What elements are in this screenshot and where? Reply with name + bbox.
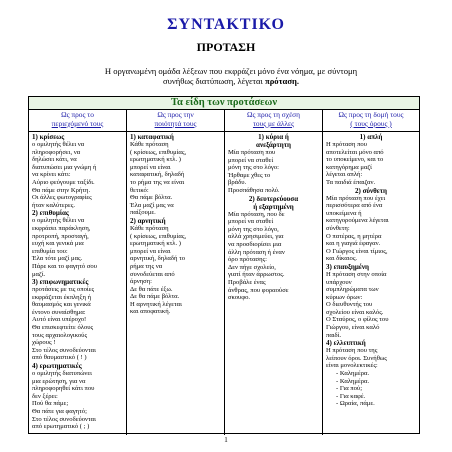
list-item: Κάθε πρόταση xyxy=(130,141,169,148)
list-item: και αποφατική. xyxy=(130,308,171,316)
category-heading: 2) επιθυμίας xyxy=(32,209,69,218)
category-heading: 4) ερωτηματικές xyxy=(32,362,82,371)
category-heading: 3) επιφωνηματικές xyxy=(32,278,89,287)
category-heading: 2) αρνητική xyxy=(130,216,166,225)
column-header-line: περιεχόμενό τους xyxy=(51,118,104,128)
list-item: από θαυμαστικό ( ! ) xyxy=(32,354,87,362)
list-item: λείπουν όροι. Συνήθως xyxy=(326,354,387,362)
list-item: - Για καφέ. xyxy=(336,392,366,400)
list-item: Τα παιδιά έπαιζαν. xyxy=(326,178,376,186)
page-number: 1 xyxy=(224,436,228,444)
list-item: και η γιαγιά έφαγαν. xyxy=(326,240,381,248)
category-heading: 4) ελλειπτική xyxy=(326,339,366,348)
list-item: από ερωτηματικό ( ; ) xyxy=(32,423,90,431)
list-item: Οι άλλες φωτογραφίες xyxy=(32,194,92,202)
list-item: Αυτό είναι υπέροχο! xyxy=(32,316,87,324)
column-header-line: Ως προς τη σχέση xyxy=(246,110,301,119)
list-item: κατηγόρημα μαζί xyxy=(326,163,372,171)
category-heading: 2) σύνθετη xyxy=(355,186,387,195)
column-structure xyxy=(323,132,419,435)
list-item: Στο τέλος συνοδεύονται xyxy=(32,346,96,354)
document-title: ΣΥΝΤΑΚΤΙΚΟ xyxy=(167,16,285,33)
list-item: μπορεί να σταθεί xyxy=(228,218,274,226)
list-item: Ο Γιώργος είναι τίμιος, xyxy=(326,247,388,255)
list-item: ο ομιλητής διατυπώνει xyxy=(32,370,92,378)
list-item: Θα πάμε βόλτα. xyxy=(130,194,173,202)
list-item: υπάρχουν xyxy=(326,278,352,286)
list-item: Μία πρόταση, που δε xyxy=(228,210,285,218)
list-item: - Ωραία, πάμε. xyxy=(336,400,375,408)
list-item: πληροφορήσει, να xyxy=(32,148,81,156)
list-item: Δε θα πάμε βόλτα. xyxy=(130,293,180,301)
column-content xyxy=(29,132,127,435)
list-item: Δεν πήγε σχολείο, xyxy=(228,263,276,271)
list-item: λέγεται απλή: xyxy=(326,171,363,179)
list-item: - Καλημέρα. xyxy=(336,377,370,385)
list-item: Ο Σταύρος, ο φίλος του xyxy=(326,316,389,324)
list-item: καταφατική, δηλαδή xyxy=(130,171,185,179)
list-item: χώρους ! xyxy=(32,339,56,347)
list-item: Η πρόταση που της xyxy=(326,347,378,355)
list-item: Η αρνητική λέγεται xyxy=(130,300,182,308)
list-item: εκφράσει παράκληση, xyxy=(32,224,91,232)
list-item: μόνη της στο λόγο: xyxy=(228,164,279,172)
intro-bold-term: πρόταση. xyxy=(264,76,300,86)
intro-paragraph xyxy=(66,66,396,86)
list-item: Έλα τότε μαζί μας. xyxy=(32,255,83,263)
list-item: ο ομιλητής θέλει να xyxy=(32,141,85,148)
list-item: πληροφορηθεί κάτι που xyxy=(32,385,95,393)
list-item: συνοδεύεται από xyxy=(130,270,175,278)
list-item: Αύριο φεύγουμε ταξίδι. xyxy=(32,178,95,186)
list-item: δεν ξέρει: xyxy=(32,392,58,400)
list-item: να κρίνει κάτι: xyxy=(32,171,71,179)
list-item: Ήρθαμε χθες το xyxy=(228,171,271,179)
list-item: Θα πάμε στην Κρήτη. xyxy=(32,186,91,194)
sentence-types-table xyxy=(28,96,420,434)
list-item: το υποκείμενο, και το xyxy=(326,156,384,164)
list-item: επιθυμία του: xyxy=(32,247,68,255)
list-item: μόνη της στο λόγο, xyxy=(228,225,279,233)
category-heading: 3) επαυξημένη xyxy=(326,262,369,271)
list-item: αποτελείται μόνο από xyxy=(326,148,384,156)
list-item: προτροπή, προσταγή, xyxy=(32,232,89,240)
list-item: ο ομιλητής θέλει να xyxy=(32,217,85,225)
list-item: μπορεί να σταθεί xyxy=(228,156,274,164)
column-header-content xyxy=(29,110,127,131)
list-item: όρο πρότασης: xyxy=(228,256,267,264)
category-heading: 1) καταφατική xyxy=(130,133,174,141)
list-item: Στο τέλος συνοδεύονται xyxy=(32,415,96,423)
list-item: ερωτηματική κτλ. ) xyxy=(130,156,181,164)
list-item: Η πρόταση στην οποία xyxy=(326,270,387,278)
category-heading: ανεξάρτητη xyxy=(256,141,291,149)
list-item: ( κρίσεως, επιθυμίας, xyxy=(130,148,187,156)
list-item: ρήμα της να xyxy=(130,262,163,270)
list-item: θετικό: xyxy=(130,186,149,194)
column-header-quality xyxy=(127,110,225,131)
list-item: παιδί. xyxy=(326,331,342,339)
list-item: προτάσεις με τις οποίες xyxy=(32,286,95,294)
column-quality xyxy=(127,132,225,435)
list-item: Πού θα πάμε; xyxy=(32,400,69,408)
list-item: Κάθε πρόταση xyxy=(130,224,169,232)
list-item: άρνηση: xyxy=(130,278,153,286)
list-item: κατηγορούμενα λέγεται xyxy=(326,217,389,225)
list-item: να προσδιορίσει μια xyxy=(228,240,282,248)
list-item: διατυπώσει μια γνώμη ή xyxy=(32,163,97,171)
list-item: υποκείμενα ή xyxy=(326,209,362,217)
list-item: Μία πρόταση που xyxy=(228,149,276,156)
list-item: είναι μονολεκτικές: xyxy=(326,362,378,370)
list-item: γιατί ήταν άρρωστος. xyxy=(228,271,285,279)
column-header-structure xyxy=(323,110,419,131)
column-header-line: Ως προς το xyxy=(61,110,94,119)
category-heading: 2) δευτερεύουσα xyxy=(248,194,299,203)
list-item: Προσπάθησα πολύ. xyxy=(228,186,280,194)
list-item: Προβάλε ένας xyxy=(228,278,266,286)
list-item: το ρήμα της να είναι xyxy=(130,178,185,186)
intro-line-2: συνήθως διατύπωση, λέγεται xyxy=(162,76,263,86)
column-header-line: ποιότητά τους xyxy=(154,118,197,128)
column-header-line: Ως προς την xyxy=(157,110,194,119)
list-item: σύνθετη: xyxy=(326,224,350,232)
list-item: Έλα μαζί μας να xyxy=(130,201,174,209)
list-item: αλλά χρησιμεύει, για xyxy=(228,233,284,241)
list-item: Μία πρόταση που έχει xyxy=(326,194,386,202)
list-item: και δίκαιος. xyxy=(326,255,358,263)
category-heading: 1) απλή xyxy=(359,133,383,141)
list-item: μπορεί να είναι xyxy=(130,163,171,171)
column-header-relation xyxy=(225,110,323,131)
list-item: παίξουμε. xyxy=(130,209,156,217)
list-item: περισσότερα από ένα xyxy=(326,202,383,210)
list-item: συμπληρώματα των xyxy=(326,286,379,294)
table-column-headers xyxy=(29,110,419,132)
list-item: μαζί. xyxy=(32,270,46,278)
list-item: ευχή και γενικά μια xyxy=(32,240,84,248)
column-header-line: τους με άλλες xyxy=(252,118,295,128)
column-header-line: Ως προς τη δομή τους xyxy=(338,110,404,119)
list-item: βράδυ. xyxy=(228,179,247,187)
category-heading: ή εξαρτημένη xyxy=(253,202,294,211)
list-item: Δε θα πάτε έξω. xyxy=(130,285,173,293)
list-item: άλλη πρόταση ή έναν xyxy=(228,248,285,256)
table-heading: Τα είδη των προτάσεων xyxy=(29,97,419,110)
column-header-line: ( τους όρους ) xyxy=(350,118,392,128)
list-item: κύριων όρων: xyxy=(326,293,363,301)
list-item: Η πρόταση που xyxy=(326,141,367,148)
list-item: Ο πατέρας, η μητέρα xyxy=(326,232,382,240)
list-item: δηλώσει κάτι, να xyxy=(32,156,77,164)
list-item: εκφράζεται έκπληξη ή xyxy=(32,293,92,301)
list-item: μια ερώτηση, για να xyxy=(32,377,86,385)
column-relation xyxy=(225,132,323,435)
table-body xyxy=(29,132,419,435)
category-heading: 1) κρίσεως xyxy=(32,133,65,141)
list-item: θαυμασμός και γενικά xyxy=(32,301,91,309)
list-item: Θα πάτε για φαγητό; xyxy=(32,408,87,415)
list-item: Θα επισκεφτείτε όλους xyxy=(32,324,94,332)
list-item: Πάρε και το φαγητό σου xyxy=(32,262,97,270)
category-heading: 1) κύρια ή xyxy=(258,133,289,141)
intro-line-1: Η οργανωμένη ομάδα λέξεων που εκφράζει μόνο ένα νόημα, με σύντομη xyxy=(104,66,358,76)
list-item: σκουφο. xyxy=(228,294,251,302)
list-item: άνθρας, που φοραούσε xyxy=(228,286,289,294)
list-item: ( κρίσεως, επιθυμίας, xyxy=(130,232,187,240)
list-item: Γιώργου, είναι καλό xyxy=(326,324,380,332)
list-item: έντονο συναίσθημα: xyxy=(32,308,86,316)
list-item: ερωτηματική κτλ. ) xyxy=(130,240,181,248)
list-item: - Καλημέρα. xyxy=(336,370,370,378)
list-item: τους αρχαιολογικούς xyxy=(32,331,88,339)
list-item: σχολείου είναι καλός. xyxy=(326,308,384,316)
list-item: αρνητική, δηλαδή το xyxy=(130,255,186,263)
list-item: - Για πού; xyxy=(336,385,363,393)
list-item: Ο διευθυντής του xyxy=(326,301,373,309)
list-item: μπορεί να είναι xyxy=(130,247,171,255)
document-subtitle: ΠΡΟΤΑΣΗ xyxy=(196,40,256,54)
list-item: ήταν καλύτερες. xyxy=(32,201,75,209)
